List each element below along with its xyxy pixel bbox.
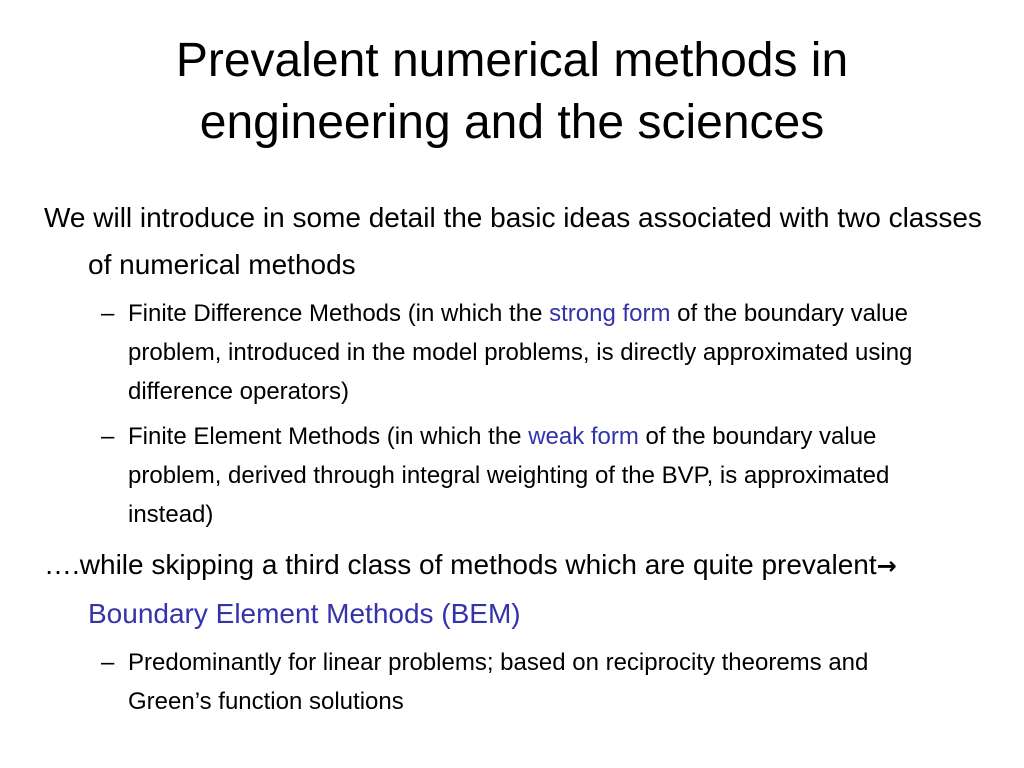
slide-title: Prevalent numerical methods in engineering and the sciences [175, 34, 849, 149]
weak-form-highlight: weak form [528, 423, 639, 450]
fem-text-after: of the boundary value problem, derived through integral weighting of the BVP, is approximated instead) [128, 423, 890, 528]
dash-marker: – [101, 649, 115, 676]
right-arrow-icon: → [876, 552, 897, 580]
sub-bullet-finite-difference [0, 294, 958, 411]
slide-body [0, 194, 1024, 721]
strong-form-highlight: strong form [549, 300, 671, 327]
bem-highlight: Boundary Element Methods (BEM) [88, 598, 521, 629]
dash-marker: – [101, 300, 115, 327]
bem-text: Predominantly for linear problems; based on reciprocity theorems and Green’s function solutions [128, 649, 869, 715]
sub-bullet-finite-element [0, 417, 958, 534]
skip-text-before: ….while skipping a third class of methods which are quite prevalent [44, 549, 877, 580]
fem-text-before: Finite Element Methods (in which the [128, 423, 529, 450]
bullet-intro: We will introduce in some detail the basic ideas associated with two classes of numerical methods [44, 202, 982, 280]
fdm-text-before: Finite Difference Methods (in which the [128, 300, 550, 327]
fdm-text-after: of the boundary value problem, introduced in the model problems, is directly approximated using difference operators) [128, 300, 913, 405]
dash-marker: – [101, 423, 115, 450]
sub-bullet-bem-details [0, 643, 958, 721]
bullet-skip-bem [0, 541, 988, 637]
